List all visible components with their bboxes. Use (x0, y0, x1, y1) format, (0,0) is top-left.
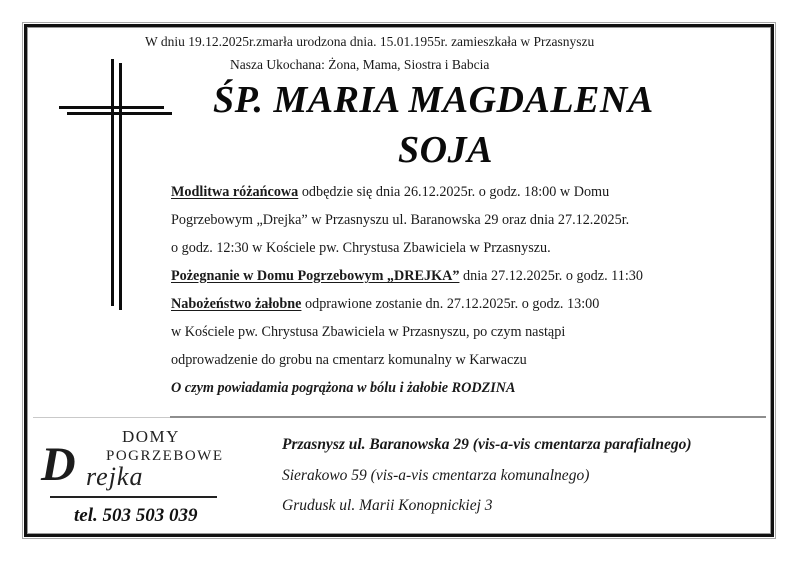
rosary-line-2: Pogrzebowym „Drejka” w Przasnyszu ul. Baranowska 29 oraz dnia 27.12.2025r. (171, 212, 630, 228)
rosary-label: Modlitwa różańcowa (171, 184, 299, 200)
death-info-line: W dniu 19.12.2025r.zmarła urodzona dnia. 15.01.1955r. zamieszkała w Przasnyszu (145, 34, 595, 49)
logo-brand: rejka (86, 462, 144, 491)
logo-rule (50, 496, 217, 498)
mass-label: Nabożeństwo żałobne (171, 296, 302, 312)
farewell-line (171, 268, 643, 285)
logo-text-pogrzebowe: POGRZEBOWE (106, 448, 224, 464)
mass-text: odprawione zostanie dn. 27.12.2025r. o godz. 13:00 (301, 296, 600, 312)
closing-line: O czym powiadamia pogrążona w bólu i żałobie RODZINA (171, 380, 516, 396)
mass-line-3: odprowadzenie do grobu na cmentarz komunalny w Karwaczu (171, 352, 527, 368)
deceased-surname: SOJA (398, 129, 493, 171)
logo-initial-icon: D (41, 438, 76, 491)
address-przasnysz: Przasnysz ul. Baranowska 29 (vis-a-vis cmentarza parafialnego) (282, 436, 692, 453)
rosary-line-3: o godz. 12:30 w Kościele pw. Chrystusa Zbawiciela w Przasnyszu. (171, 240, 551, 256)
address-grudusk: Grudusk ul. Marii Konopnickiej 3 (282, 497, 493, 514)
funeral-home-logo (38, 425, 223, 533)
farewell-label: Pożegnanie w Domu Pogrzebowym „DREJKA” (171, 268, 460, 284)
rosary-line-1 (171, 184, 609, 201)
deceased-name-line1: ŚP. MARIA MAGDALENA (213, 79, 654, 121)
divider (170, 416, 766, 418)
address-sierakowo: Sierakowo 59 (vis-a-vis cmentarza komunalnego) (282, 467, 590, 484)
mass-line-2: w Kościele pw. Chrystusa Zbawiciela w Przasnyszu, po czym nastąpi (171, 324, 566, 340)
mass-line-1 (171, 296, 599, 313)
farewell-text: dnia 27.12.2025r. o godz. 11:30 (459, 268, 643, 284)
rosary-text: odbędzie się dnia 26.12.2025r. o godz. 18:00 w Domu (298, 184, 610, 200)
family-line: Nasza Ukochana: Żona, Mama, Siostra i Babcia (230, 57, 490, 72)
divider-left (33, 417, 170, 418)
phone-number: tel. 503 503 039 (74, 505, 198, 526)
logo-text-domy: DOMY (122, 427, 180, 446)
